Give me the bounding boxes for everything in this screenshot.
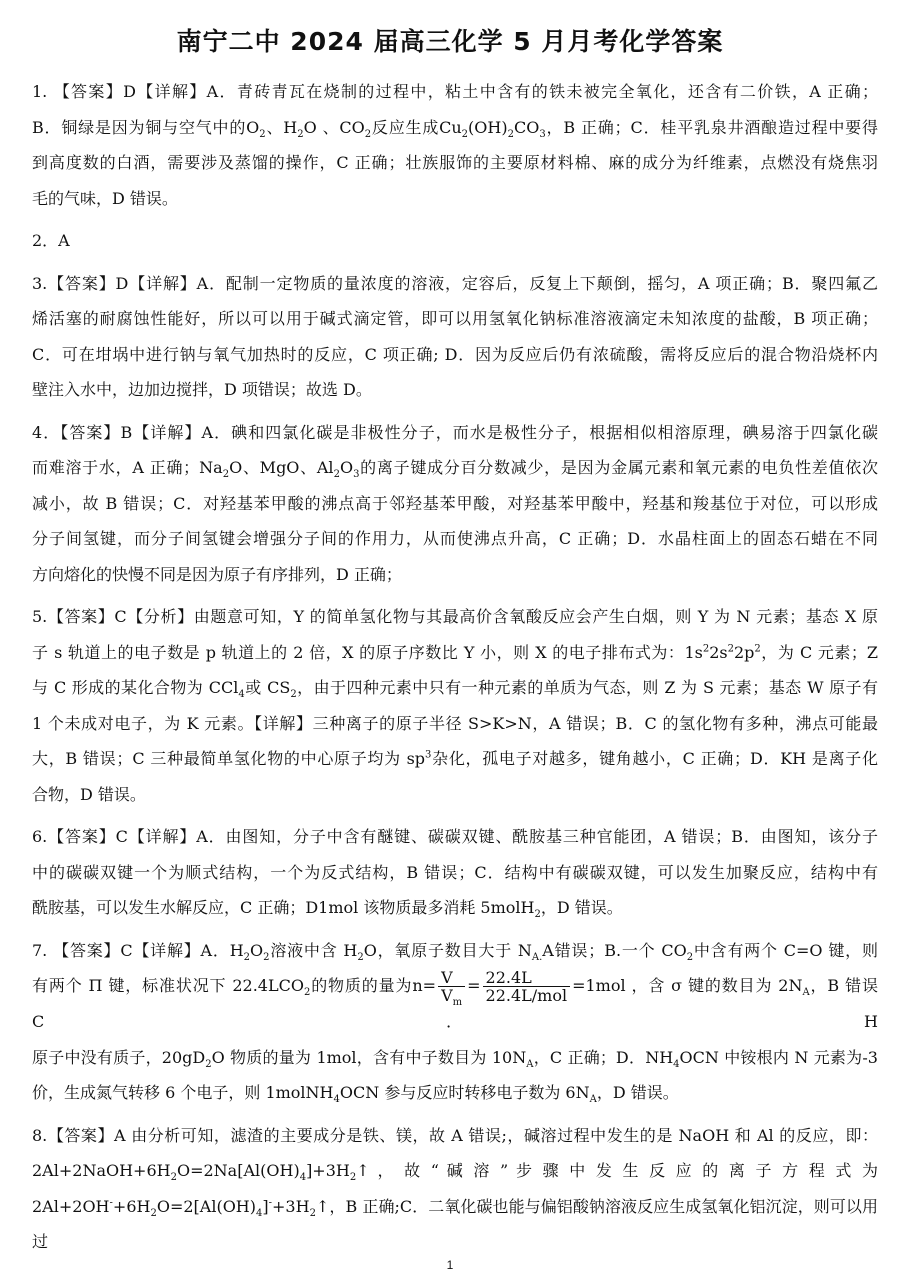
subscript: 4	[333, 1094, 340, 1106]
text-run: +3H	[272, 1196, 310, 1216]
text-run: O、MgO、Al	[229, 458, 334, 477]
page-title: 南宁二中 2024 届高三化学 5 月月考化学答案	[176, 27, 724, 56]
text-run: O	[339, 458, 354, 477]
answer-5-line-6: 合物，D 错误。	[32, 784, 146, 804]
superscript: 2	[702, 643, 710, 655]
text-run: B．铜绿是因为铜与空气中的O	[32, 117, 260, 137]
subscript: m	[452, 997, 463, 1009]
answer-1-line-2	[32, 110, 878, 146]
text-run: ↑，B 正确;C．二氧化碳也能与偏铝酸钠溶液反应生成氢氧化铝沉淀，则可以用过	[32, 1196, 878, 1251]
subscript: 2	[309, 1207, 316, 1219]
answer-4-line-5: 方向熔化的快慢不同是因为原子有序排列，D 正确；	[32, 564, 402, 584]
answer-8-line-3	[32, 1189, 878, 1260]
text-run: 而难溶于水，A 正确；Na	[32, 458, 223, 477]
text-run: 的物质的量为n=	[310, 976, 437, 995]
text-run: 有两个 Π 键，标准状况下 22.4LCO	[32, 976, 304, 995]
text-run: 2Al+2OH	[32, 1196, 110, 1216]
text-run: OCN 中铵根内 N 元素为-3	[679, 1047, 878, 1067]
answer-2	[32, 223, 878, 259]
subscript: 2	[507, 128, 514, 140]
fraction-numerator: 22.4L	[483, 969, 571, 987]
subscript: 2	[150, 1207, 157, 1219]
superscript: -	[109, 1197, 113, 1209]
answer-5-line-1: 5.【答案】C【分析】由题意可知，Y 的简单氢化物与其最高价含氧酸反应会产生白烟，则 Y 为 N 元素；基态 X 原	[32, 607, 878, 626]
text-run: O	[250, 940, 264, 960]
answer-5-line-5	[32, 741, 878, 777]
text-run: 子 s 轨道上的电子数是 p 轨道上的 2 倍，X 的原子序数比 Y 小，则 X 的电子排布式为：1s	[32, 642, 703, 662]
text-run: 7. 【答案】C【详解】A．H	[32, 940, 244, 960]
page-number: 1	[446, 1258, 454, 1272]
subscript: 3	[539, 128, 546, 140]
text-run: 杂化，孤电子对越多，键角越小，C 正确；D．KH 是离子化	[431, 749, 878, 768]
answer-8-line-2	[32, 1153, 878, 1189]
subscript: 2	[534, 909, 541, 921]
answer-3-line-1: 3.【答案】D【详解】A．配制一定物质的量浓度的溶液，定容后，反复上下颠倒，摇匀，A 项正确；B．聚四氟乙	[32, 273, 878, 293]
subscript: 2	[349, 1172, 357, 1184]
subscript: 4	[238, 689, 245, 701]
subscript: 2	[243, 951, 251, 963]
subscript: 2	[259, 128, 266, 140]
answer-5	[32, 599, 878, 812]
answer-1	[32, 74, 878, 216]
subscript: 2	[290, 689, 297, 701]
text-run: 的离子键成分百分数减少，是因为金属元素和氧元素的电负性差值依次	[359, 458, 878, 477]
answer-7-line-2	[32, 968, 878, 1040]
subscript: 2	[222, 469, 230, 481]
subscript: A.	[531, 951, 543, 963]
fraction-denominator	[438, 986, 465, 1009]
text-run: ，D 错误。	[540, 898, 623, 917]
text-run: +6H	[112, 1196, 151, 1216]
subscript: 2	[357, 951, 364, 963]
text-run: O，氧原子数目大于 N	[363, 940, 532, 960]
text-run: ，D 错误。	[596, 1083, 679, 1102]
answer-3-line-3: C．可在坩埚中进行钠与氧气加热时的反应，C 项正确; D．因为反应后仍有浓硫酸，需将反应后的混合物沿烧杯内	[32, 344, 878, 364]
answer-6	[32, 819, 878, 926]
text-run: O 、CO	[303, 117, 365, 137]
answer-6-line-3	[32, 890, 878, 926]
answer-8-line-1: 8.【答案】A 由分析可知，滤渣的主要成分是铁、镁，故 A 错误;，碱溶过程中发生的是 NaOH 和 Al 的反应，即：	[32, 1125, 878, 1145]
text-run: =	[467, 976, 481, 995]
subscript: 4	[673, 1058, 680, 1070]
fraction-molar-volume	[483, 969, 571, 1004]
text-run: (OH)	[468, 117, 508, 137]
superscript: -	[268, 1197, 273, 1209]
text-run: =1mol ，含 σ 键的数目为 2N	[572, 976, 803, 995]
subscript: 2	[170, 1172, 177, 1184]
answer-1-line-1: 1. 【答案】D【详解】A．青砖青瓦在烧制的过程中，粘土中含有的铁未被完全氧化，还含有二价铁，A 正确；	[32, 82, 878, 101]
subscript: 2	[263, 951, 270, 963]
answer-6-line-1: 6.【答案】C【详解】A．由图知，分子中含有醚键、碳碳双键、酰胺基三种官能团，A 错误；B．由图知，该分子	[32, 827, 878, 846]
answer-5-line-3	[32, 670, 878, 706]
text-run: O 物质的量为 1mol，含有中子数目为 10N	[211, 1047, 527, 1067]
fraction-numerator: V	[438, 969, 465, 987]
text-run: 酰胺基，可以发生水解反应，C 正确；D1mol 该物质最多消耗 5molH	[32, 898, 535, 917]
answer-4-line-1: 4．【答案】B【详解】A．碘和四氯化碳是非极性分子，而水是极性分子，根据相似相溶原理，碘易溶于四氯化碳	[32, 422, 878, 442]
answer-5-line-2	[32, 635, 878, 671]
text-run: ]+3H	[306, 1161, 350, 1180]
text-run: O=2[Al(OH)	[156, 1196, 256, 1216]
superscript: 2	[727, 643, 734, 655]
text-run: 原子中没有质子，20gD	[32, 1047, 206, 1067]
subscript: 2	[333, 469, 340, 481]
answer-7-line-1	[32, 933, 878, 969]
answer-3-line-4: 壁注入水中，边加边搅拌，D 项错误；故选 D。	[32, 380, 372, 399]
text-run: 溶液中含 H	[269, 940, 358, 960]
subscript: 2	[461, 128, 469, 140]
subscript: 2	[303, 987, 311, 999]
text-run: V	[441, 986, 453, 1005]
answer-4-line-3: 减小，故 B 错误；C．对羟基苯甲酸的沸点高于邻羟基苯甲酸，对羟基苯甲酸中，羟基和羧基位于对位，可以形成	[32, 493, 878, 513]
answer-1-line-4: 毛的气味，D 错误。	[32, 188, 178, 208]
answer-4	[32, 415, 878, 593]
text-run: 2s	[709, 642, 728, 662]
answer-7-line-3	[32, 1040, 878, 1076]
subscript: 4	[299, 1172, 307, 1184]
superscript: 3	[425, 749, 432, 761]
superscript: 2	[754, 643, 761, 655]
text-run: 反应生成Cu	[371, 117, 462, 137]
subscript: A	[589, 1094, 597, 1106]
fraction-v-over-vm	[438, 968, 465, 1009]
fraction-denominator: 22.4L/mol	[485, 986, 568, 1005]
text-run: ，由于四种元素中只有一种元素的单质为气态，则 Z 为 S 元素；基态 W 原子有	[296, 678, 878, 697]
answer-5-line-4: 1 个未成对电子，为 K 元素。【详解】三种离子的原子半径 S>K>N，A 错误；B．C 的氢化物有多种，沸点可能最	[32, 713, 878, 733]
subscript: 2	[205, 1058, 212, 1070]
subscript: A	[526, 1058, 534, 1070]
text-run: 大，B 错误；C 三种最简单氢化物的中心原子均为 sp	[32, 749, 426, 768]
answer-3	[32, 266, 878, 408]
text-run: 与 C 形成的某化合物为 CCl	[32, 678, 239, 697]
answer-1-line-3: 到高度数的白酒，需要涉及蒸馏的操作，C 正确；壮族服饰的主要原材料棉、麻的成分为纤维素，点燃没有烧焦羽	[32, 153, 878, 172]
text-run: OCN 参与反应时转移电子数为 6N	[339, 1083, 590, 1102]
answer-4-line-4: 分子间氢键，而分子间氢键会增强分子间的作用力，从而使沸点升高，C 正确；D．水晶柱面上的固态石蜡在不同	[32, 529, 878, 548]
text-run: CO	[513, 117, 540, 137]
subscript: 2	[364, 128, 372, 140]
text-run: 或 CS	[244, 678, 291, 697]
answer-7-line-4	[32, 1075, 878, 1111]
text-run: ↑ ， 故 “ 碱 溶 ” 步 骤 中 发 生 反 应 的 离 子 方 程 式 为	[356, 1161, 878, 1180]
text-run: 价，生成氮气转移 6 个电子，则 1molNH	[32, 1083, 334, 1102]
text-run: ，C 正确；D．NH	[533, 1047, 674, 1067]
answer-3-line-2: 烯活塞的耐腐蚀性能好，所以可以用于碱式滴定管，即可以用氢氧化钠标准溶液滴定未知浓度的盐酸，B 项正确；	[32, 309, 878, 328]
answer-2-line-1: 2．A	[32, 231, 70, 250]
text-run: ，B 正确；C．桂平乳泉井酒酿造过程中要得	[545, 117, 878, 137]
subscript: 4	[256, 1207, 263, 1219]
text-run: 、H	[265, 117, 298, 137]
answer-4-line-2	[32, 450, 878, 486]
text-run: ，为 C 元素；Z	[760, 642, 878, 662]
text-run: ]	[262, 1196, 269, 1216]
text-run: 中含有两个 C=O 键，则	[693, 940, 878, 960]
subscript: 3	[353, 469, 360, 481]
answer-6-line-2: 中的碳碳双键一个为顺式结构，一个为反式结构，B 错误；C．结构中有碳碳双键，可以发生加聚反应，结构中有	[32, 862, 878, 882]
subscript: A	[802, 987, 810, 999]
subscript: 2	[686, 951, 694, 963]
text-run: 2Al+2NaOH+6H	[32, 1161, 171, 1180]
text-run: A错误；B.一个 CO	[542, 940, 687, 960]
answer-body	[32, 74, 878, 1267]
subscript: 2	[297, 128, 304, 140]
text-run: O=2Na[Al(OH)	[176, 1161, 300, 1180]
answer-8	[32, 1118, 878, 1260]
text-run: ，B 错误 C．H	[32, 976, 878, 1031]
text-run: 2p	[733, 642, 755, 662]
answer-7	[32, 933, 878, 1111]
